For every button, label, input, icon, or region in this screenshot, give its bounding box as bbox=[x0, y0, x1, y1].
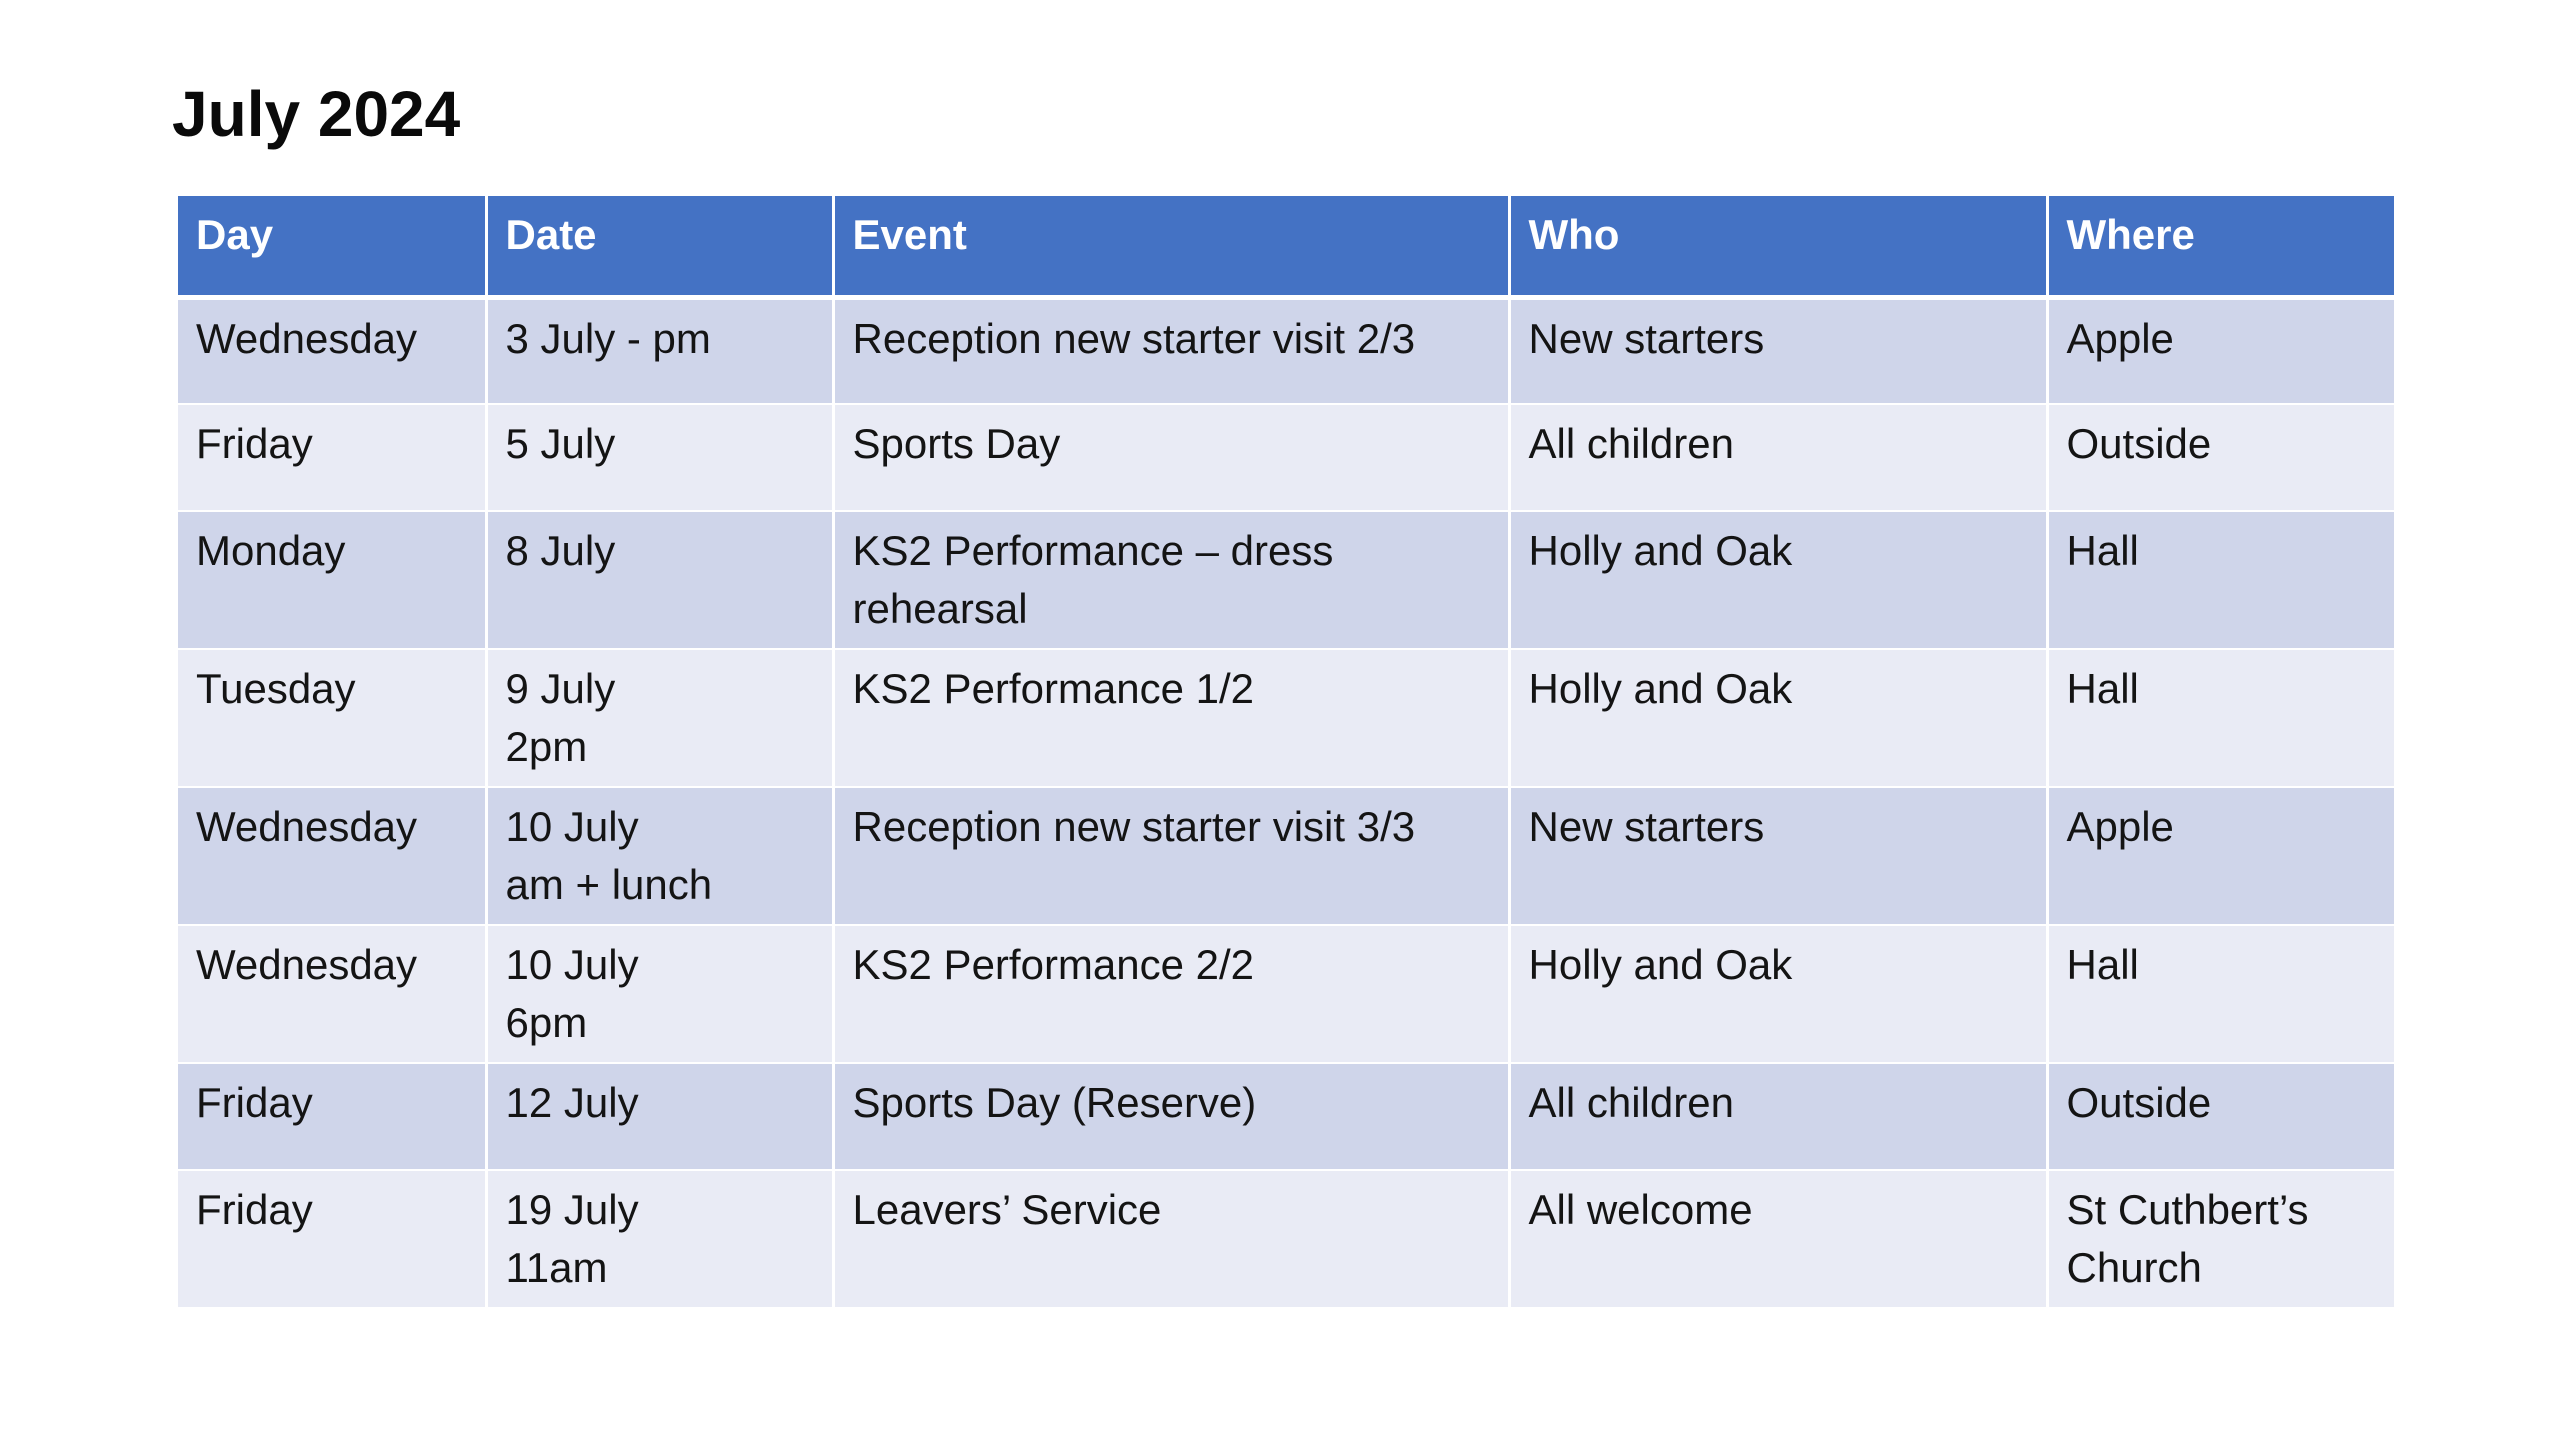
cell-where bbox=[2047, 511, 2394, 649]
cell-who: New starters bbox=[1509, 297, 2047, 404]
date-line: 5 July bbox=[505, 420, 616, 467]
date-line: 9 July bbox=[505, 665, 616, 712]
date-line: am + lunch bbox=[505, 861, 713, 908]
date-line: 19 July bbox=[505, 1186, 639, 1233]
table-row bbox=[178, 649, 2394, 787]
cell-date bbox=[486, 297, 833, 404]
cell-date bbox=[486, 404, 833, 511]
header-date: Date bbox=[486, 196, 833, 297]
event-line: rehearsal bbox=[852, 585, 1028, 632]
event-line: Sports Day bbox=[852, 420, 1061, 467]
cell-who: Holly and Oak bbox=[1509, 925, 2047, 1063]
table-row bbox=[178, 511, 2394, 649]
date-line: 11am bbox=[505, 1244, 608, 1291]
event-line: Reception new starter visit 3/3 bbox=[852, 803, 1416, 850]
cell-where bbox=[2047, 1063, 2394, 1170]
where-line: Hall bbox=[2066, 527, 2139, 574]
where-line: Hall bbox=[2066, 665, 2139, 712]
where-line: Apple bbox=[2066, 803, 2174, 850]
where-line: Outside bbox=[2066, 1079, 2212, 1126]
cell-event bbox=[833, 511, 1509, 649]
cell-date bbox=[486, 925, 833, 1063]
cell-who: Holly and Oak bbox=[1509, 649, 2047, 787]
event-line: Sports Day (Reserve) bbox=[852, 1079, 1257, 1126]
cell-date bbox=[486, 511, 833, 649]
where-line: Church bbox=[2066, 1244, 2202, 1291]
date-line: 8 July bbox=[505, 527, 616, 574]
where-line: Apple bbox=[2066, 314, 2174, 362]
cell-event bbox=[833, 787, 1509, 925]
event-line: KS2 Performance 2/2 bbox=[852, 941, 1255, 988]
where-line: Outside bbox=[2066, 420, 2212, 467]
date-line: 6pm bbox=[505, 999, 588, 1046]
cell-who: All children bbox=[1509, 1063, 2047, 1170]
date-line: 10 July bbox=[505, 941, 639, 988]
header-where: Where bbox=[2047, 196, 2394, 297]
table-header-row bbox=[178, 196, 2394, 297]
cell-event bbox=[833, 1063, 1509, 1170]
table-row bbox=[178, 404, 2394, 511]
table-row bbox=[178, 297, 2394, 404]
cell-event bbox=[833, 649, 1509, 787]
table-row bbox=[178, 1170, 2394, 1308]
cell-who: New starters bbox=[1509, 787, 2047, 925]
cell-day: Friday bbox=[178, 1170, 486, 1308]
cell-who: All children bbox=[1509, 404, 2047, 511]
cell-day: Tuesday bbox=[178, 649, 486, 787]
table-row bbox=[178, 787, 2394, 925]
event-line: Leavers’ Service bbox=[852, 1186, 1162, 1233]
event-line: Reception new starter visit 2/3 bbox=[852, 314, 1416, 362]
table-row bbox=[178, 1063, 2394, 1170]
where-line: Hall bbox=[2066, 941, 2139, 988]
date-line: 10 July bbox=[505, 803, 639, 850]
cell-day: Wednesday bbox=[178, 925, 486, 1063]
cell-where bbox=[2047, 925, 2394, 1063]
cell-event bbox=[833, 297, 1509, 404]
table-row bbox=[178, 925, 2394, 1063]
cell-where bbox=[2047, 649, 2394, 787]
cell-who: All welcome bbox=[1509, 1170, 2047, 1308]
cell-date bbox=[486, 649, 833, 787]
cell-day: Friday bbox=[178, 1063, 486, 1170]
cell-where bbox=[2047, 297, 2394, 404]
cell-day: Wednesday bbox=[178, 297, 486, 404]
cell-who: Holly and Oak bbox=[1509, 511, 2047, 649]
cell-day: Monday bbox=[178, 511, 486, 649]
events-table bbox=[178, 196, 2394, 1309]
cell-event bbox=[833, 925, 1509, 1063]
header-who: Who bbox=[1509, 196, 2047, 297]
where-line: St Cuthbert’s bbox=[2066, 1186, 2309, 1233]
cell-day: Wednesday bbox=[178, 787, 486, 925]
cell-where bbox=[2047, 787, 2394, 925]
cell-event bbox=[833, 404, 1509, 511]
date-line: 2pm bbox=[505, 723, 588, 770]
cell-date bbox=[486, 787, 833, 925]
event-line: KS2 Performance 1/2 bbox=[852, 665, 1255, 712]
event-line: KS2 Performance – dress bbox=[852, 527, 1334, 574]
cell-date bbox=[486, 1063, 833, 1170]
cell-date bbox=[486, 1170, 833, 1308]
cell-where bbox=[2047, 1170, 2394, 1308]
cell-where bbox=[2047, 404, 2394, 511]
cell-event bbox=[833, 1170, 1509, 1308]
cell-day: Friday bbox=[178, 404, 486, 511]
header-event: Event bbox=[833, 196, 1509, 297]
header-day: Day bbox=[178, 196, 486, 297]
page-title: July 2024 bbox=[172, 78, 461, 150]
date-line: 12 July bbox=[505, 1079, 639, 1126]
date-line: 3 July - pm bbox=[505, 314, 711, 362]
